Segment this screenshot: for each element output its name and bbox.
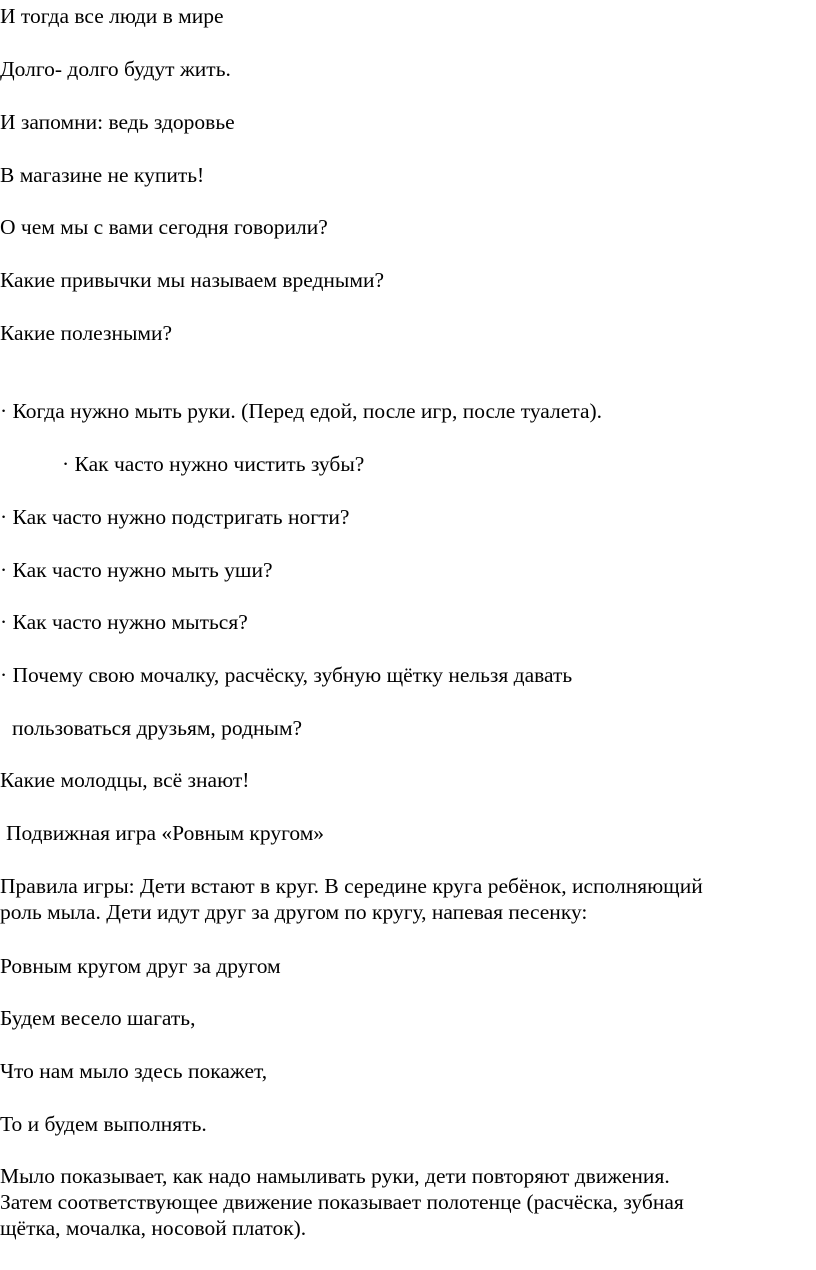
poem-line: И запомни: ведь здоровье [0, 110, 235, 134]
praise-text: Какие молодцы, всё знают! [0, 768, 250, 792]
bullet-question: · Как часто нужно мыть уши? [0, 558, 273, 582]
bullet-question: · Как часто нужно мыться? [0, 610, 248, 634]
description-line: Затем соответствующее движение показывает полотенце (расчёска, зубная [0, 1190, 684, 1214]
poem-line: И тогда все люди в мире [0, 4, 224, 28]
game-rules [0, 873, 812, 925]
description-line: Мыло показывает, как надо намыливать руки, дети повторяют движения. [0, 1164, 670, 1188]
song-line: Что нам мыло здесь покажет, [0, 1059, 268, 1083]
song-line: То и будем выполнять. [0, 1112, 207, 1136]
poem-line: В магазине не купить! [0, 163, 205, 187]
bullet-question-continuation: пользоваться друзьям, родным? [12, 716, 303, 740]
rules-line: роль мыла. Дети идут друг за другом по кругу, напевая песенку: [0, 900, 588, 924]
review-question: Какие полезными? [0, 321, 173, 345]
game-description [0, 1163, 812, 1241]
song-line: Ровным кругом друг за другом [0, 954, 281, 978]
game-title: Подвижная игра «Ровным кругом» [6, 821, 325, 845]
review-question: О чем мы с вами сегодня говорили? [0, 215, 328, 239]
rules-line: Правила игры: Дети встают в круг. В середине круга ребёнок, исполняющий [0, 874, 703, 898]
review-question: Какие привычки мы называем вредными? [0, 268, 385, 292]
bullet-question: · Как часто нужно чистить зубы? [62, 452, 365, 476]
bullet-question: · Как часто нужно подстригать ногти? [0, 505, 350, 529]
poem-line: Долго- долго будут жить. [0, 57, 231, 81]
description-line: щётка, мочалка, носовой платок). [0, 1216, 307, 1240]
bullet-question: · Когда нужно мыть руки. (Перед едой, после игр, после туалета). [0, 399, 603, 423]
bullet-question: · Почему свою мочалку, расчёску, зубную щётку нельзя давать [0, 663, 573, 687]
song-line: Будем весело шагать, [0, 1006, 196, 1030]
